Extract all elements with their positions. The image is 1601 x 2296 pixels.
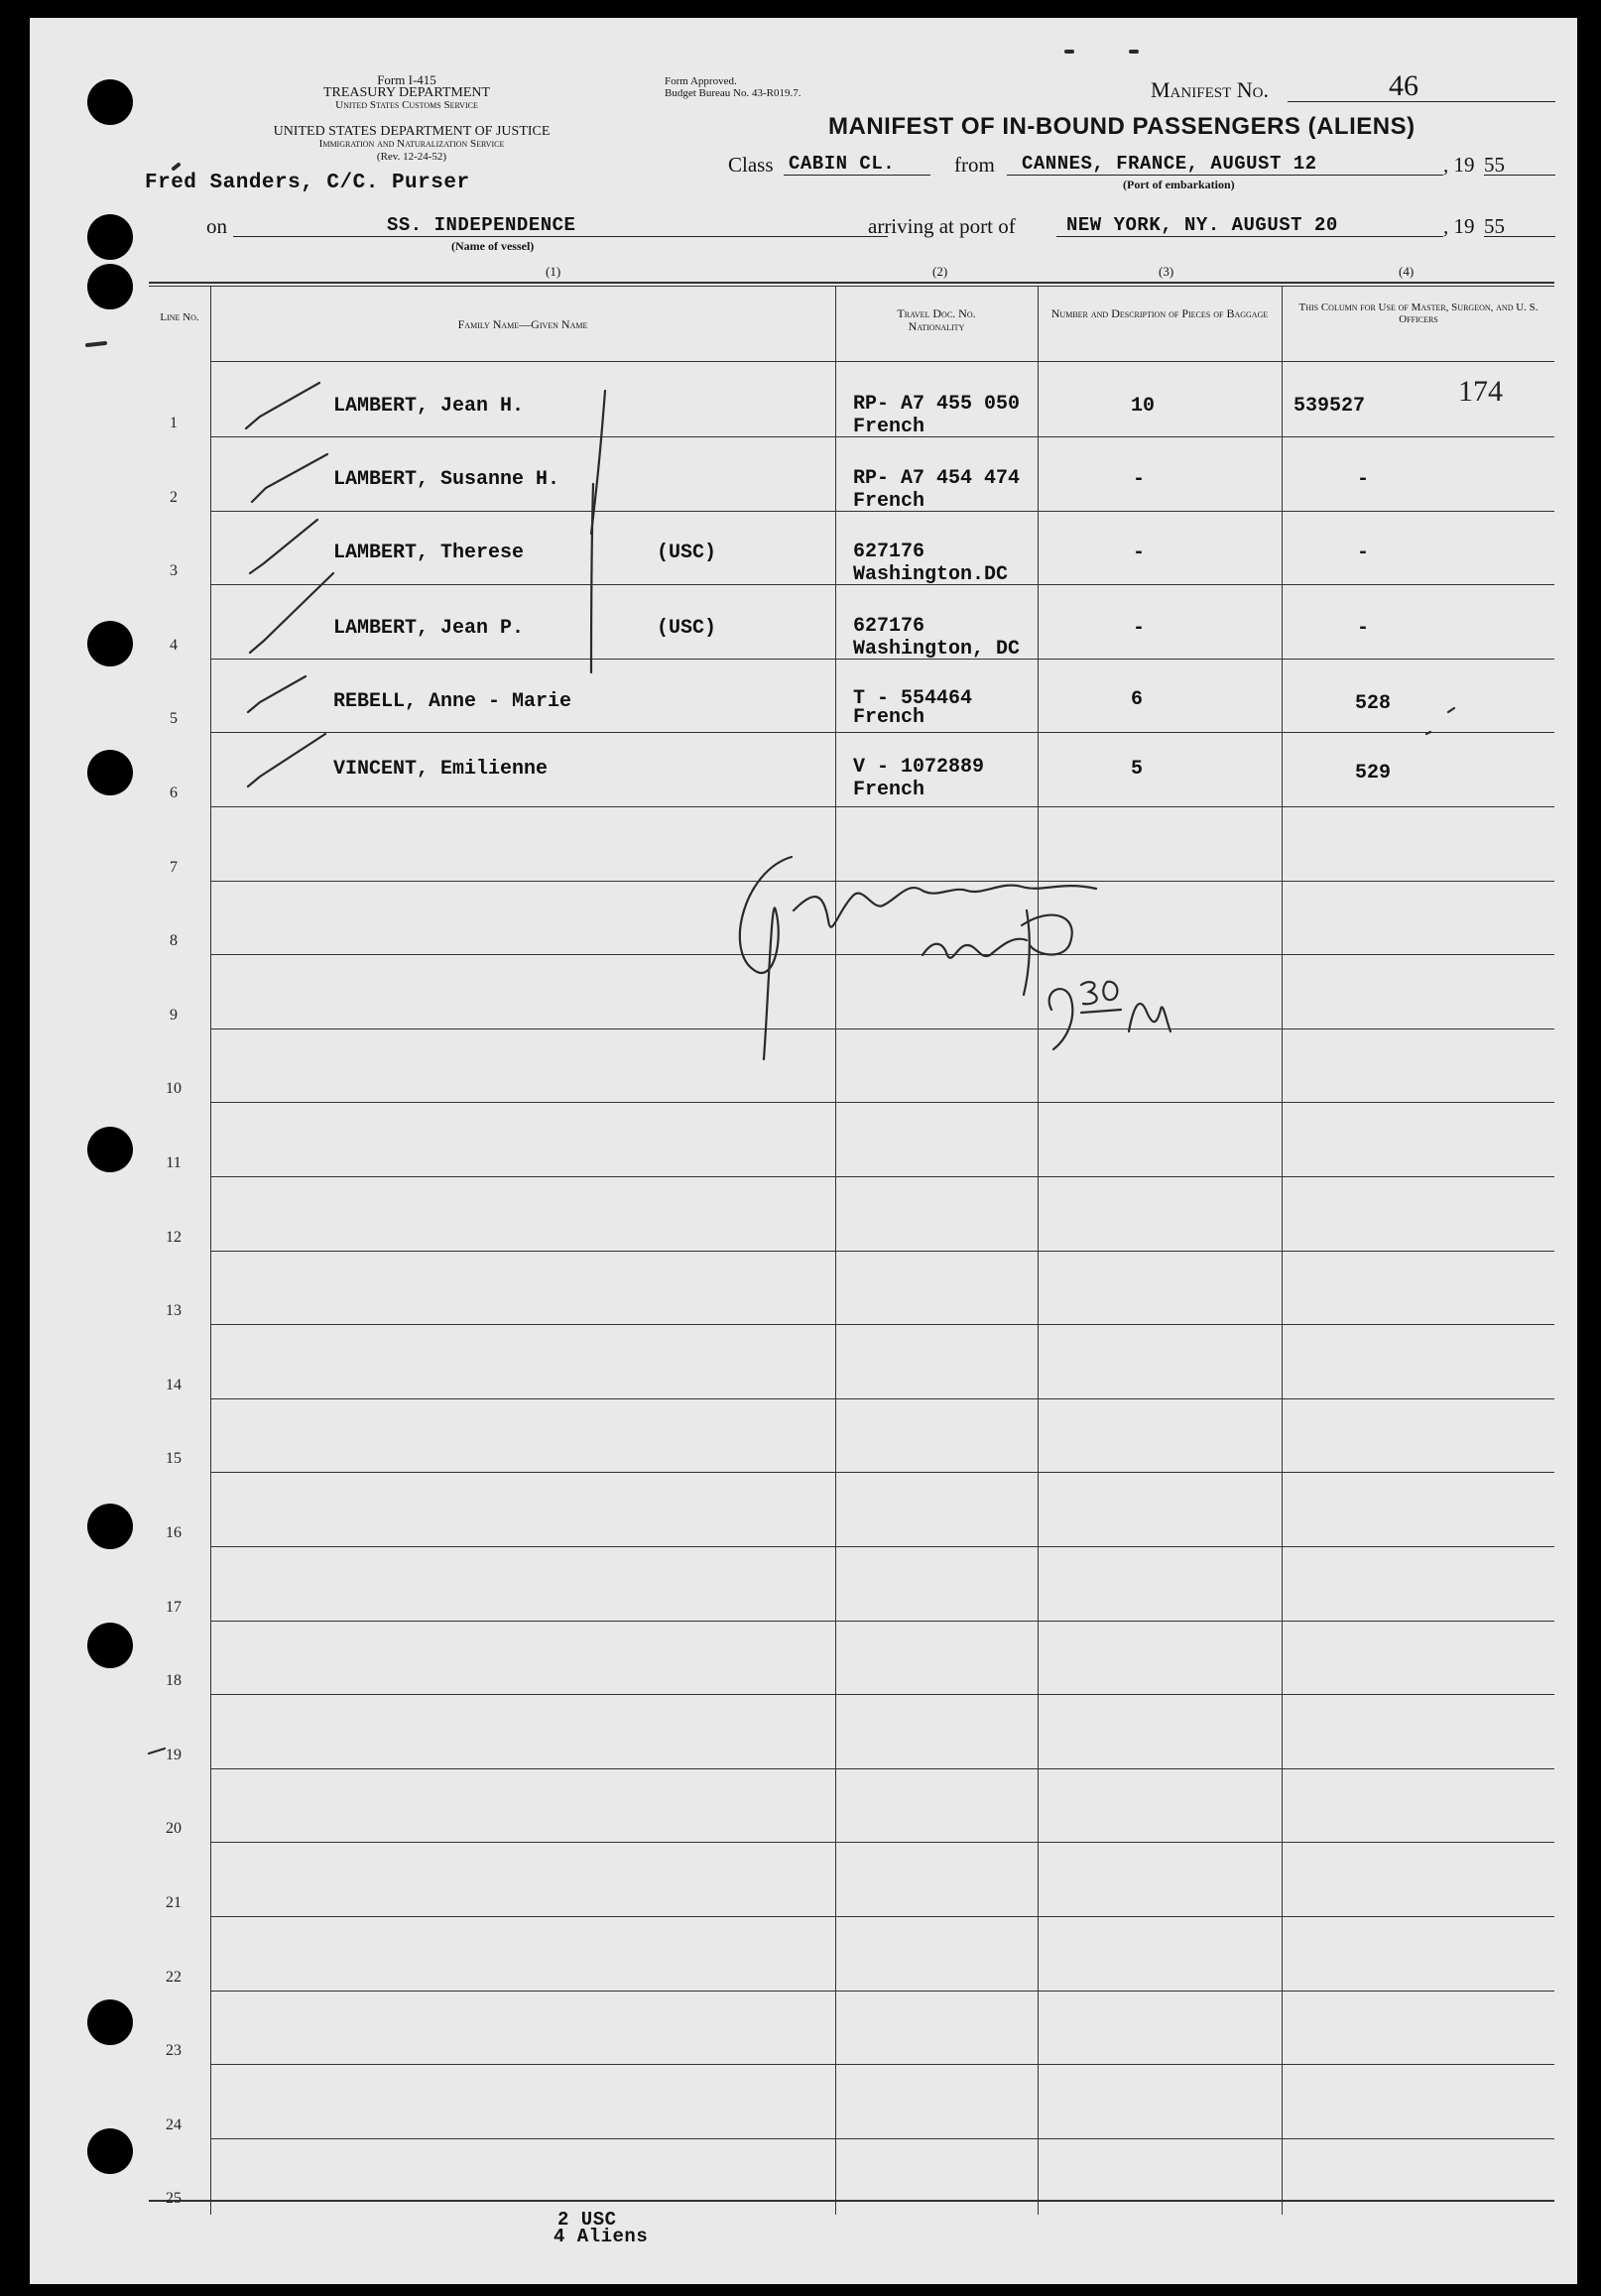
customs-service: United States Customs Service <box>335 99 478 111</box>
line-number: 6 <box>170 785 178 801</box>
manifest-page <box>30 18 1577 2284</box>
baggage-count: 6 <box>1131 688 1144 711</box>
officer-entry: 529 <box>1355 762 1392 785</box>
col-num-4: (4) <box>1399 264 1415 279</box>
time-stroke <box>1081 982 1097 1004</box>
footer-alien-count: 4 Aliens <box>554 2226 649 2247</box>
form-number: Form I-415 <box>377 72 436 87</box>
port-embark-caption: (Port of embarkation) <box>1123 178 1235 191</box>
travel-doc-no: 627176 <box>853 541 925 563</box>
col-num-1: (1) <box>546 264 561 279</box>
line-number: 22 <box>166 1968 182 1986</box>
time-stroke <box>1103 982 1117 1000</box>
col-header-officers: This Column for Use of Master, Surgeon, and U. S. Officers <box>1298 302 1539 325</box>
line-number: 11 <box>166 1154 182 1171</box>
officer-entry: 528 <box>1355 692 1392 715</box>
stray-mark <box>1448 708 1454 712</box>
col-header-baggage: Number and Description of Pieces of Baggage <box>1050 306 1269 320</box>
officer-entry: - <box>1357 542 1370 564</box>
nationality: French <box>853 706 925 729</box>
nationality: Washington.DC <box>853 563 1009 586</box>
check-mark <box>246 383 319 428</box>
stray-mark <box>174 165 179 169</box>
line-number: 13 <box>166 1302 182 1320</box>
vessel-name: SS. INDEPENDENCE <box>387 214 576 236</box>
arrival-year: 55 <box>1484 214 1505 238</box>
baggage-count: 10 <box>1131 395 1156 418</box>
margin-note: 174 <box>1458 375 1503 408</box>
line-number: 14 <box>166 1376 182 1393</box>
line-number: 24 <box>166 2115 182 2133</box>
nationality: French <box>853 416 925 438</box>
check-mark <box>252 454 327 502</box>
from-label: from <box>954 153 995 177</box>
line-number: 15 <box>166 1450 182 1468</box>
class-value: CABIN CL. <box>789 153 896 175</box>
baggage-count: - <box>1133 617 1146 640</box>
passenger-name: LAMBERT, Therese <box>333 542 525 564</box>
travel-doc-no: 627176 <box>853 615 925 638</box>
passenger-name: LAMBERT, Jean P. <box>333 617 525 640</box>
travel-doc-label: Travel Doc. No. <box>897 306 976 320</box>
time-stroke <box>1081 1010 1121 1013</box>
line-number: 18 <box>166 1672 182 1690</box>
nationality: Washington, DC <box>853 638 1021 661</box>
officer-entry: - <box>1357 468 1370 491</box>
signature-stroke <box>740 857 792 1059</box>
line-number: 8 <box>170 932 178 950</box>
time-stroke <box>1049 989 1073 1049</box>
officer-entry: - <box>1357 617 1370 640</box>
passenger-name: VINCENT, Emilienne <box>333 758 549 781</box>
dept-treasury: TREASURY DEPARTMENT <box>322 85 491 100</box>
nationality: French <box>853 779 925 801</box>
from-year: 55 <box>1484 153 1505 177</box>
col-header-line-no: Line No. <box>160 311 199 323</box>
purser-line: Fred Sanders, C/C. Purser <box>145 172 470 194</box>
stray-mark <box>1426 732 1430 734</box>
on-label: on <box>206 214 227 238</box>
vessel-caption: (Name of vessel) <box>451 239 535 253</box>
approval-text: Form Approved. <box>665 75 737 87</box>
baggage-count: - <box>1133 542 1146 564</box>
line-number: 10 <box>166 1080 182 1098</box>
check-mark <box>248 734 325 786</box>
line-number: 1 <box>170 415 178 431</box>
nationality: French <box>853 490 925 513</box>
nationality-label: Nationality <box>908 319 965 333</box>
manifest-no-label: Manifest No. <box>1151 77 1269 102</box>
citizenship-note: (USC) <box>657 542 717 564</box>
line-number: 2 <box>170 488 178 506</box>
check-mark <box>250 573 333 653</box>
line-number: 12 <box>166 1228 182 1246</box>
budget-bureau: Budget Bureau No. 43-R019.7. <box>665 87 801 99</box>
line-number: 3 <box>170 562 178 580</box>
passenger-name: LAMBERT, Jean H. <box>333 395 525 418</box>
travel-doc-no: T - 554464 <box>853 687 973 710</box>
travel-doc-no: RP- A7 455 050 <box>853 393 1021 416</box>
line-number: 21 <box>166 1894 182 1911</box>
form-revision: (Rev. 12-24-52) <box>376 151 447 163</box>
passenger-name: LAMBERT, Susanne H. <box>333 468 560 491</box>
time-stroke <box>1129 1004 1170 1031</box>
line-number: 20 <box>166 1820 182 1838</box>
col-num-2: (2) <box>932 264 948 279</box>
class-label: Class <box>728 153 774 177</box>
travel-doc-no: RP- A7 454 474 <box>853 467 1021 490</box>
dept-justice: UNITED STATES DEPARTMENT OF JUSTICE <box>273 124 551 139</box>
ins-service: Immigration and Naturalization Service <box>318 138 505 150</box>
manifest-no-value: 46 <box>1389 69 1418 102</box>
bracket-stroke <box>591 484 593 672</box>
arrival-year-prefix: , 19 <box>1443 214 1475 238</box>
handwritten-marks <box>30 18 1577 2284</box>
line-number: 25 <box>166 2190 182 2208</box>
line-number: 16 <box>166 1524 182 1541</box>
arriving-label: arriving at port of <box>868 214 1016 238</box>
line-number: 17 <box>166 1598 182 1616</box>
line-number: 4 <box>170 636 178 654</box>
stray-mark <box>87 343 105 345</box>
travel-doc-no: V - 1072889 <box>853 756 985 779</box>
stray-mark <box>149 1749 165 1753</box>
citizenship-note: (USC) <box>657 617 717 640</box>
baggage-count: 5 <box>1131 758 1144 781</box>
footer-usc-count: 2 USC <box>557 2209 617 2231</box>
col-num-3: (3) <box>1159 264 1174 279</box>
embarkation-value: CANNES, FRANCE, AUGUST 12 <box>1022 153 1317 175</box>
from-year-prefix: , 19 <box>1443 153 1475 177</box>
baggage-count: - <box>1133 468 1146 491</box>
officer-entry: 539527 <box>1293 395 1366 418</box>
passenger-name: REBELL, Anne - Marie <box>333 690 572 713</box>
line-number: 5 <box>170 710 178 728</box>
arrival-value: NEW YORK, NY. AUGUST 20 <box>1066 214 1338 236</box>
check-mark <box>250 520 317 573</box>
line-number: 7 <box>170 858 178 876</box>
line-number: 23 <box>166 2042 182 2060</box>
col-header-name: Family Name—Given Name <box>457 317 588 331</box>
manifest-title: MANIFEST OF IN-BOUND PASSENGERS (ALIENS) <box>828 113 1416 140</box>
check-mark <box>248 676 306 712</box>
signature-stroke <box>794 886 1096 927</box>
footer-totals <box>554 2209 649 2247</box>
signature-stroke <box>923 939 1027 958</box>
line-number: 9 <box>170 1006 178 1024</box>
line-number: 19 <box>166 1746 182 1763</box>
